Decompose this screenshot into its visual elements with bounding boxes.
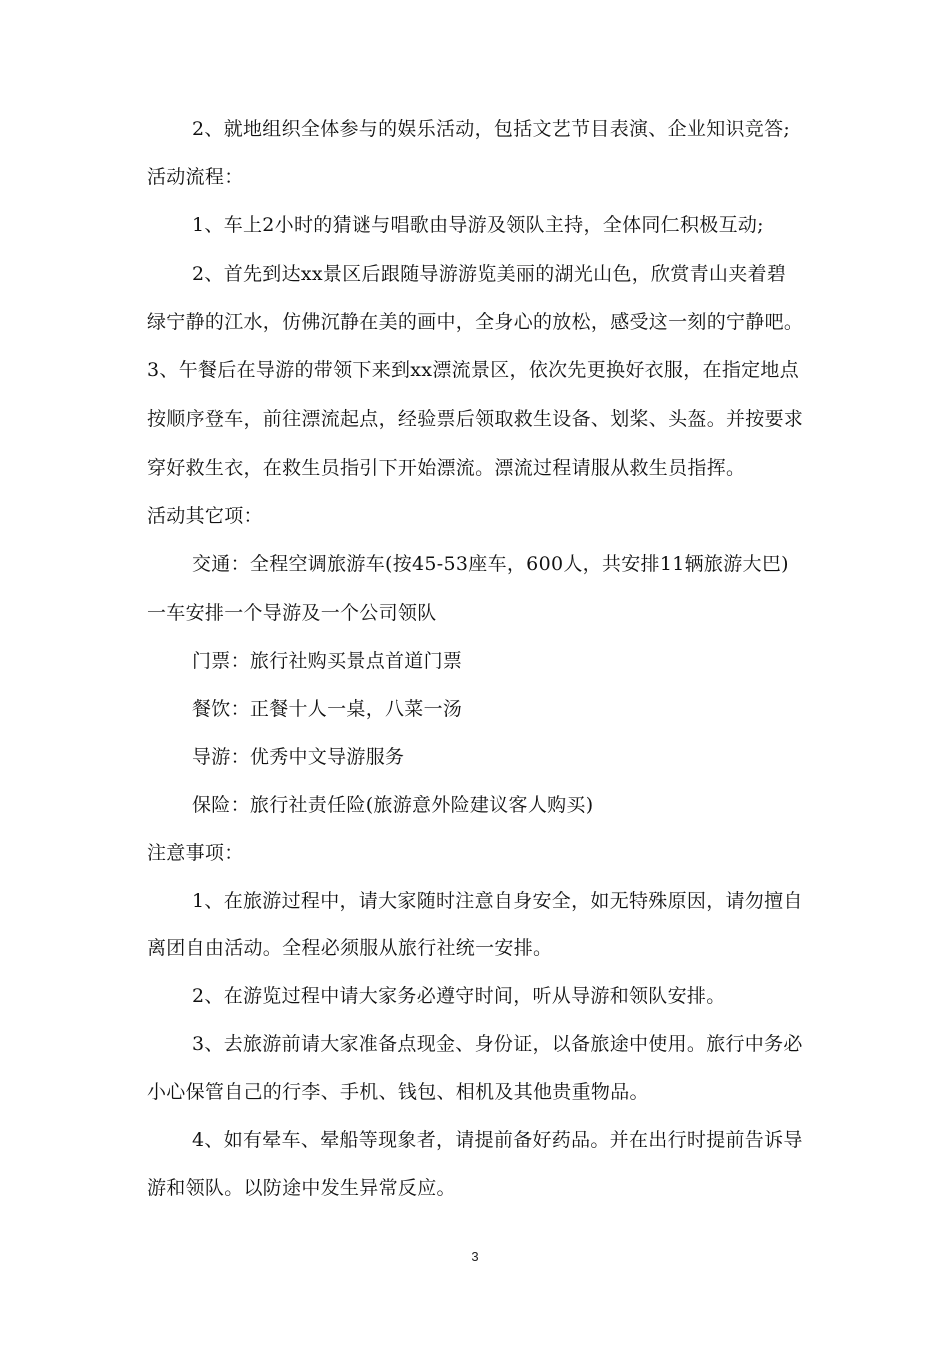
section-heading: 活动流程： <box>147 166 244 188</box>
paragraph-line: 绿宁静的江水，仿佛沉静在美的画中，全身心的放松，感受这一刻的宁静吧。 <box>147 311 804 333</box>
paragraph-line: 餐饮：正餐十人一桌，八菜一汤 <box>192 698 463 720</box>
paragraph-line: 3、午餐后在导游的带领下来到xx漂流景区，依次先更换好衣服，在指定地点 <box>147 359 800 381</box>
section-heading: 注意事项： <box>147 842 244 864</box>
paragraph-line: 4、如有晕车、晕船等现象者，请提前备好药品。并在出行时提前告诉导 <box>192 1129 803 1151</box>
paragraph-line: 游和领队。以防途中发生异常反应。 <box>147 1177 456 1199</box>
paragraph-line: 2、在游览过程中请大家务必遵守时间，听从导游和领队安排。 <box>192 985 726 1007</box>
paragraph-line: 一车安排一个导游及一个公司领队 <box>147 602 437 624</box>
paragraph-line: 交通：全程空调旅游车(按45-53座车，600人，共安排11辆旅游大巴) <box>192 553 789 575</box>
paragraph-line: 按顺序登车，前往漂流起点，经验票后领取救生设备、划桨、头盔。并按要求 <box>147 408 804 430</box>
paragraph-line: 门票：旅行社购买景点首道门票 <box>192 650 463 672</box>
paragraph-line: 导游：优秀中文导游服务 <box>192 746 405 768</box>
paragraph-line: 2、首先到达xx景区后跟随导游游览美丽的湖光山色，欣赏青山夹着碧 <box>192 263 787 285</box>
paragraph-line: 离团自由活动。全程必须服从旅行社统一安排。 <box>147 937 553 959</box>
section-heading: 活动其它项： <box>147 505 263 527</box>
paragraph-line: 保险：旅行社责任险(旅游意外险建议客人购买) <box>192 794 594 816</box>
paragraph-line: 穿好救生衣，在救生员指引下开始漂流。漂流过程请服从救生员指挥。 <box>147 457 746 479</box>
paragraph-line: 1、车上2小时的猜谜与唱歌由导游及领队主持，全体同仁积极互动; <box>192 214 764 236</box>
paragraph-line: 2、就地组织全体参与的娱乐活动，包括文艺节目表演、企业知识竞答; <box>192 118 791 140</box>
paragraph-line: 3、去旅游前请大家准备点现金、身份证，以备旅途中使用。旅行中务必 <box>192 1033 803 1055</box>
paragraph-line: 小心保管自己的行李、手机、钱包、相机及其他贵重物品。 <box>147 1081 649 1103</box>
paragraph-line: 1、在旅游过程中，请大家随时注意自身安全，如无特殊原因，请勿擅自 <box>192 890 803 912</box>
page-number: 3 <box>471 1249 479 1264</box>
